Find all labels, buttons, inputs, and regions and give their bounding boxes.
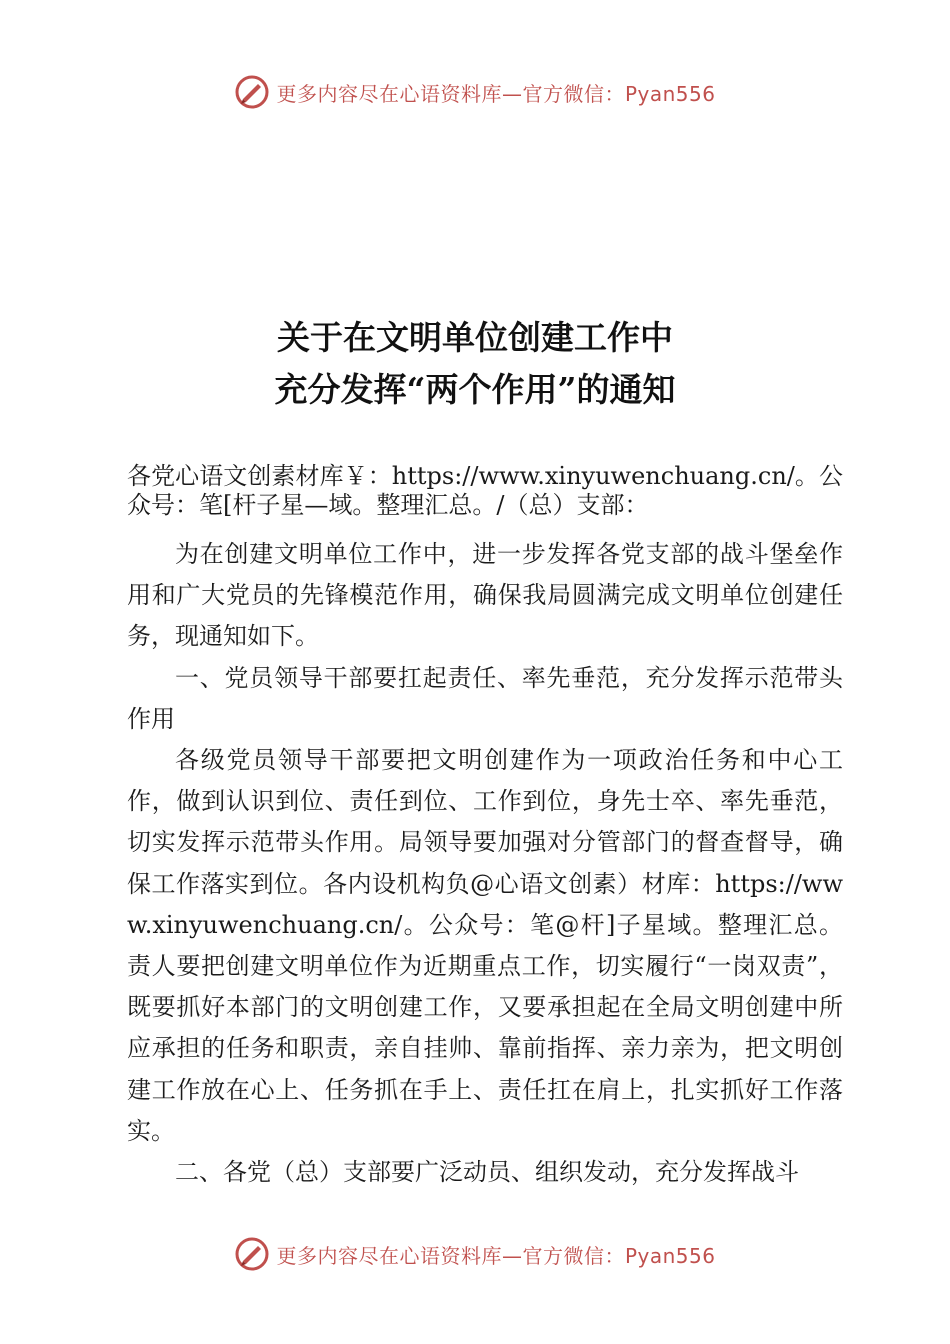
title-line-2: 充分发挥“两个作用”的通知 [274, 370, 676, 409]
section-heading-2: 二、各党（总）支部要广泛动员、组织发动，充分发挥战斗 [175, 1158, 799, 1187]
paragraph-section-1: 各级党员领导干部要把文明创建作为一项政治任务和中心工作，做到认识到位、责任到位、工作到位，身先士卒、率先垂范，切实发挥示范带头作用。局领导要加强对分管部门的督查督导，确保工作落实到位。各内设机构负@心语文创素）材库：https://www.xinyuwenchuang.cn/。公众号：笔@杆]子星域。整理汇总。责人要把创建文明单位作为近期重点工作，切实履行“一岗双责”，既要抓好本部门的文明创建工作，又要承担起在全局文明创建中所应承担的任务和职责，亲自挂帅、靠前指挥、亲力亲为，把文明创建工作放在心上、任务抓在手上、责任扛在肩上，扎实抓好工作落实。 [127, 746, 843, 1145]
header-watermark [0, 74, 950, 110]
pen-logo-icon [234, 1236, 270, 1272]
watermark-text: 更多内容尽在心语资料库—官方微信：Pyan556 [276, 1243, 716, 1268]
document-body [127, 462, 843, 1193]
document-title [0, 312, 950, 416]
watermark-text: 更多内容尽在心语资料库—官方微信：Pyan556 [276, 81, 716, 106]
pen-logo-icon [234, 74, 270, 110]
addressee-line: 各党心语文创素材库￥：https://www.xinyuwenchuang.cn/。公众号：笔[杆子星—域。整理汇总。/（总）支部： [127, 462, 843, 519]
footer-watermark [0, 1236, 950, 1272]
paragraph-intro: 为在创建文明单位工作中，进一步发挥各党支部的战斗堡垒作用和广大党员的先锋模范作用，确保我局圆满完成文明单位创建任务，现通知如下。 [127, 540, 843, 651]
section-heading-1: 一、党员领导干部要扛起责任、率先垂范，充分发挥示范带头作用 [127, 663, 843, 733]
title-line-1: 关于在文明单位创建工作中 [277, 318, 673, 357]
